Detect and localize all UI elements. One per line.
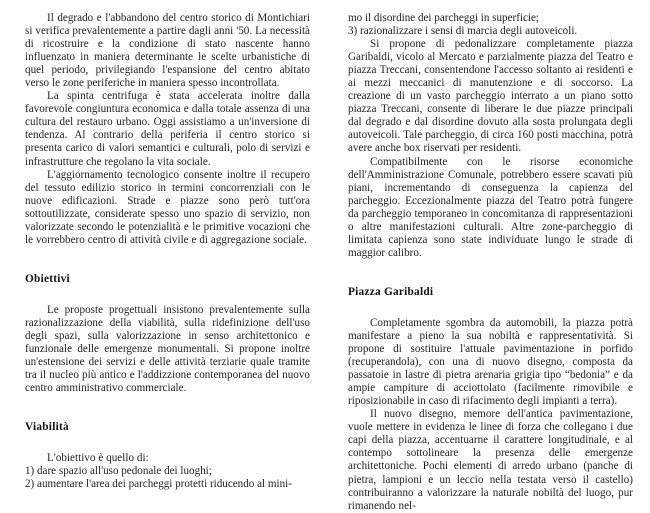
- paragraph-obiettivo-intro: L'obiettivo è quello di:: [47, 452, 149, 465]
- left-column: [25, 12, 310, 491]
- heading-piazza-garibaldi: Piazza Garibaldi: [348, 285, 434, 298]
- paragraph-risorse-economiche: Compatibilmente con le risorse economiche dell'Amministrazione Comunale, potrebbero essere scavati più piani, incrementando di conseguenza la capienza del parcheggio. Eccezionalmente piazza del Teatro potrà fungere da parcheggio temporaneo in concomitanza di rappresentazioni o altre manifestazioni culturali. Altre zone-parcheggio di limitata capienza sono state individuate lungo le strade di maggior calibro.: [348, 155, 633, 259]
- list-item-1: 1) dare spazio all'uso pedonale dei luoghi;: [25, 465, 212, 478]
- spacer-after-obiettivi: [25, 286, 310, 304]
- spacer-before-piazza-garibaldi: [348, 260, 633, 286]
- paragraph-spinta-centrifuga: La spinta centrifuga è stata accelerata inoltre dalla favorevole congiuntura economica e dalla totale assenza di una cultura del restauro urbano. Oggi assistiamo a un'inversione di tendenza. Al contrario della periferia il centro storico si presenta carico di valori semantici e culturali, polo di servizi e infrastrutture che regolano la vita sociale.: [25, 90, 310, 168]
- paragraph-proposte-progettuali: Le proposte progettuali insistono prevalentemente sulla razionalizzazione della viabilità, sulla ridefinizione dell'uso degli spazi, sulla valorizzazione in senso architettonico e funzionale delle emergenze monumentali. Si propone inoltre un'estensione dei servizi e delle attività terziarie quale tramite tra il nucleo più antico e l'addizzione contemporanea del nuovo centro amministrativo commerciale.: [25, 303, 310, 395]
- spacer-before-obiettivi: [25, 247, 310, 273]
- right-column: [348, 12, 633, 512]
- paragraph-pedonalizzazione: Si propone di pedonalizzare completamente piazza Garibaldi, vicolo al Mercato e parzialmente piazza del Teatro e piazza Treccani, consentendone l'accesso soltanto ai residenti e ai mezzi meccanici di manutenzione e di soccorso. La creazione di un vasto parcheggio interrato a un piano sotto piazza Treccani, consente di liberare le due piazze principali dal degrado e dal disordine dovuto alla sosta prolungata degli autoveicoli. Tale parcheggio, di circa 160 posti macchina, potrà avere anche box riservati per residenti.: [348, 38, 633, 155]
- paragraph-continuation-minimo: mo il disordine dei parcheggi in superficie;: [348, 12, 540, 24]
- spacer-after-viabilita: [25, 434, 310, 452]
- heading-viabilita: Viabilità: [25, 421, 69, 434]
- list-item-2: 2) aumentare l'area dei parcheggi protetti riducendo al mini-: [25, 478, 292, 491]
- spacer-before-viabilita: [25, 395, 310, 421]
- paragraph-degrado: Il degrado e l'abbandono del centro storico di Montichiari si verifica prevalentemente a partire dagli anni '50. La necessità di ricostruire e la condizione di stato nascente hanno influenzato in maniera determinante le scelte urbanistiche di quel periodo, privilegiando l'espansione del centro abitato verso le zone periferiche in maniera spesso incontrollata.: [25, 12, 310, 90]
- two-column-layout: [25, 12, 635, 512]
- heading-obiettivi: Obiettivi: [25, 272, 70, 285]
- spacer-after-piazza-garibaldi: [348, 299, 633, 317]
- paragraph-aggiornamento-tecnologico: L'aggiornamento tecnologico consente inoltre il recupero del tessuto edilizio storico in termini concorrenziali con le nuove edificazioni. Strade e piazze sono però tutt'ora sottoutilizzate, considerate spesso uno spazio di servizio, non valorizzate secondo le potenzialità e le primitive vocazioni che le vorrebbero centro di attività civile e di aggregazione sociale.: [25, 168, 310, 246]
- list-item-3: 3) razionalizzare i sensi di marcia degli autoveicoli.: [348, 25, 578, 38]
- paragraph-piazza-sgombra: Completamente sgombra da automobili, la piazza potrà manifestare a pieno la sua nobiltà e rappresentatività. Si propone di sostituire l'attuale pavimentazione in porfido (recuperandola), con una di nuovo disegno, composta da passatoie in lastre di pietra arenaria grigia tipo “bedonia” e da ampie campiture di acciottolato (facilmente rimovibile e riposizionabile in caso di rifacimento degli impianti a terra).: [348, 316, 633, 408]
- paragraph-nuovo-disegno: Il nuovo disegno, memore dell'antica pavimentazione, vuole mettere in evidenza le linee di forza che collegano i due capi della piazza, accentuarne il carattere longitudinale, e al contempo sottolineare la presenza delle emergenze architettoniche. Pochi elementi di arredo urbano (panche di pietra, lampioni e un leccio nella testata verso il castello) contribuiranno a valorizzare la naturale nobiltà del luogo, pur rimanendo nel-: [348, 408, 633, 512]
